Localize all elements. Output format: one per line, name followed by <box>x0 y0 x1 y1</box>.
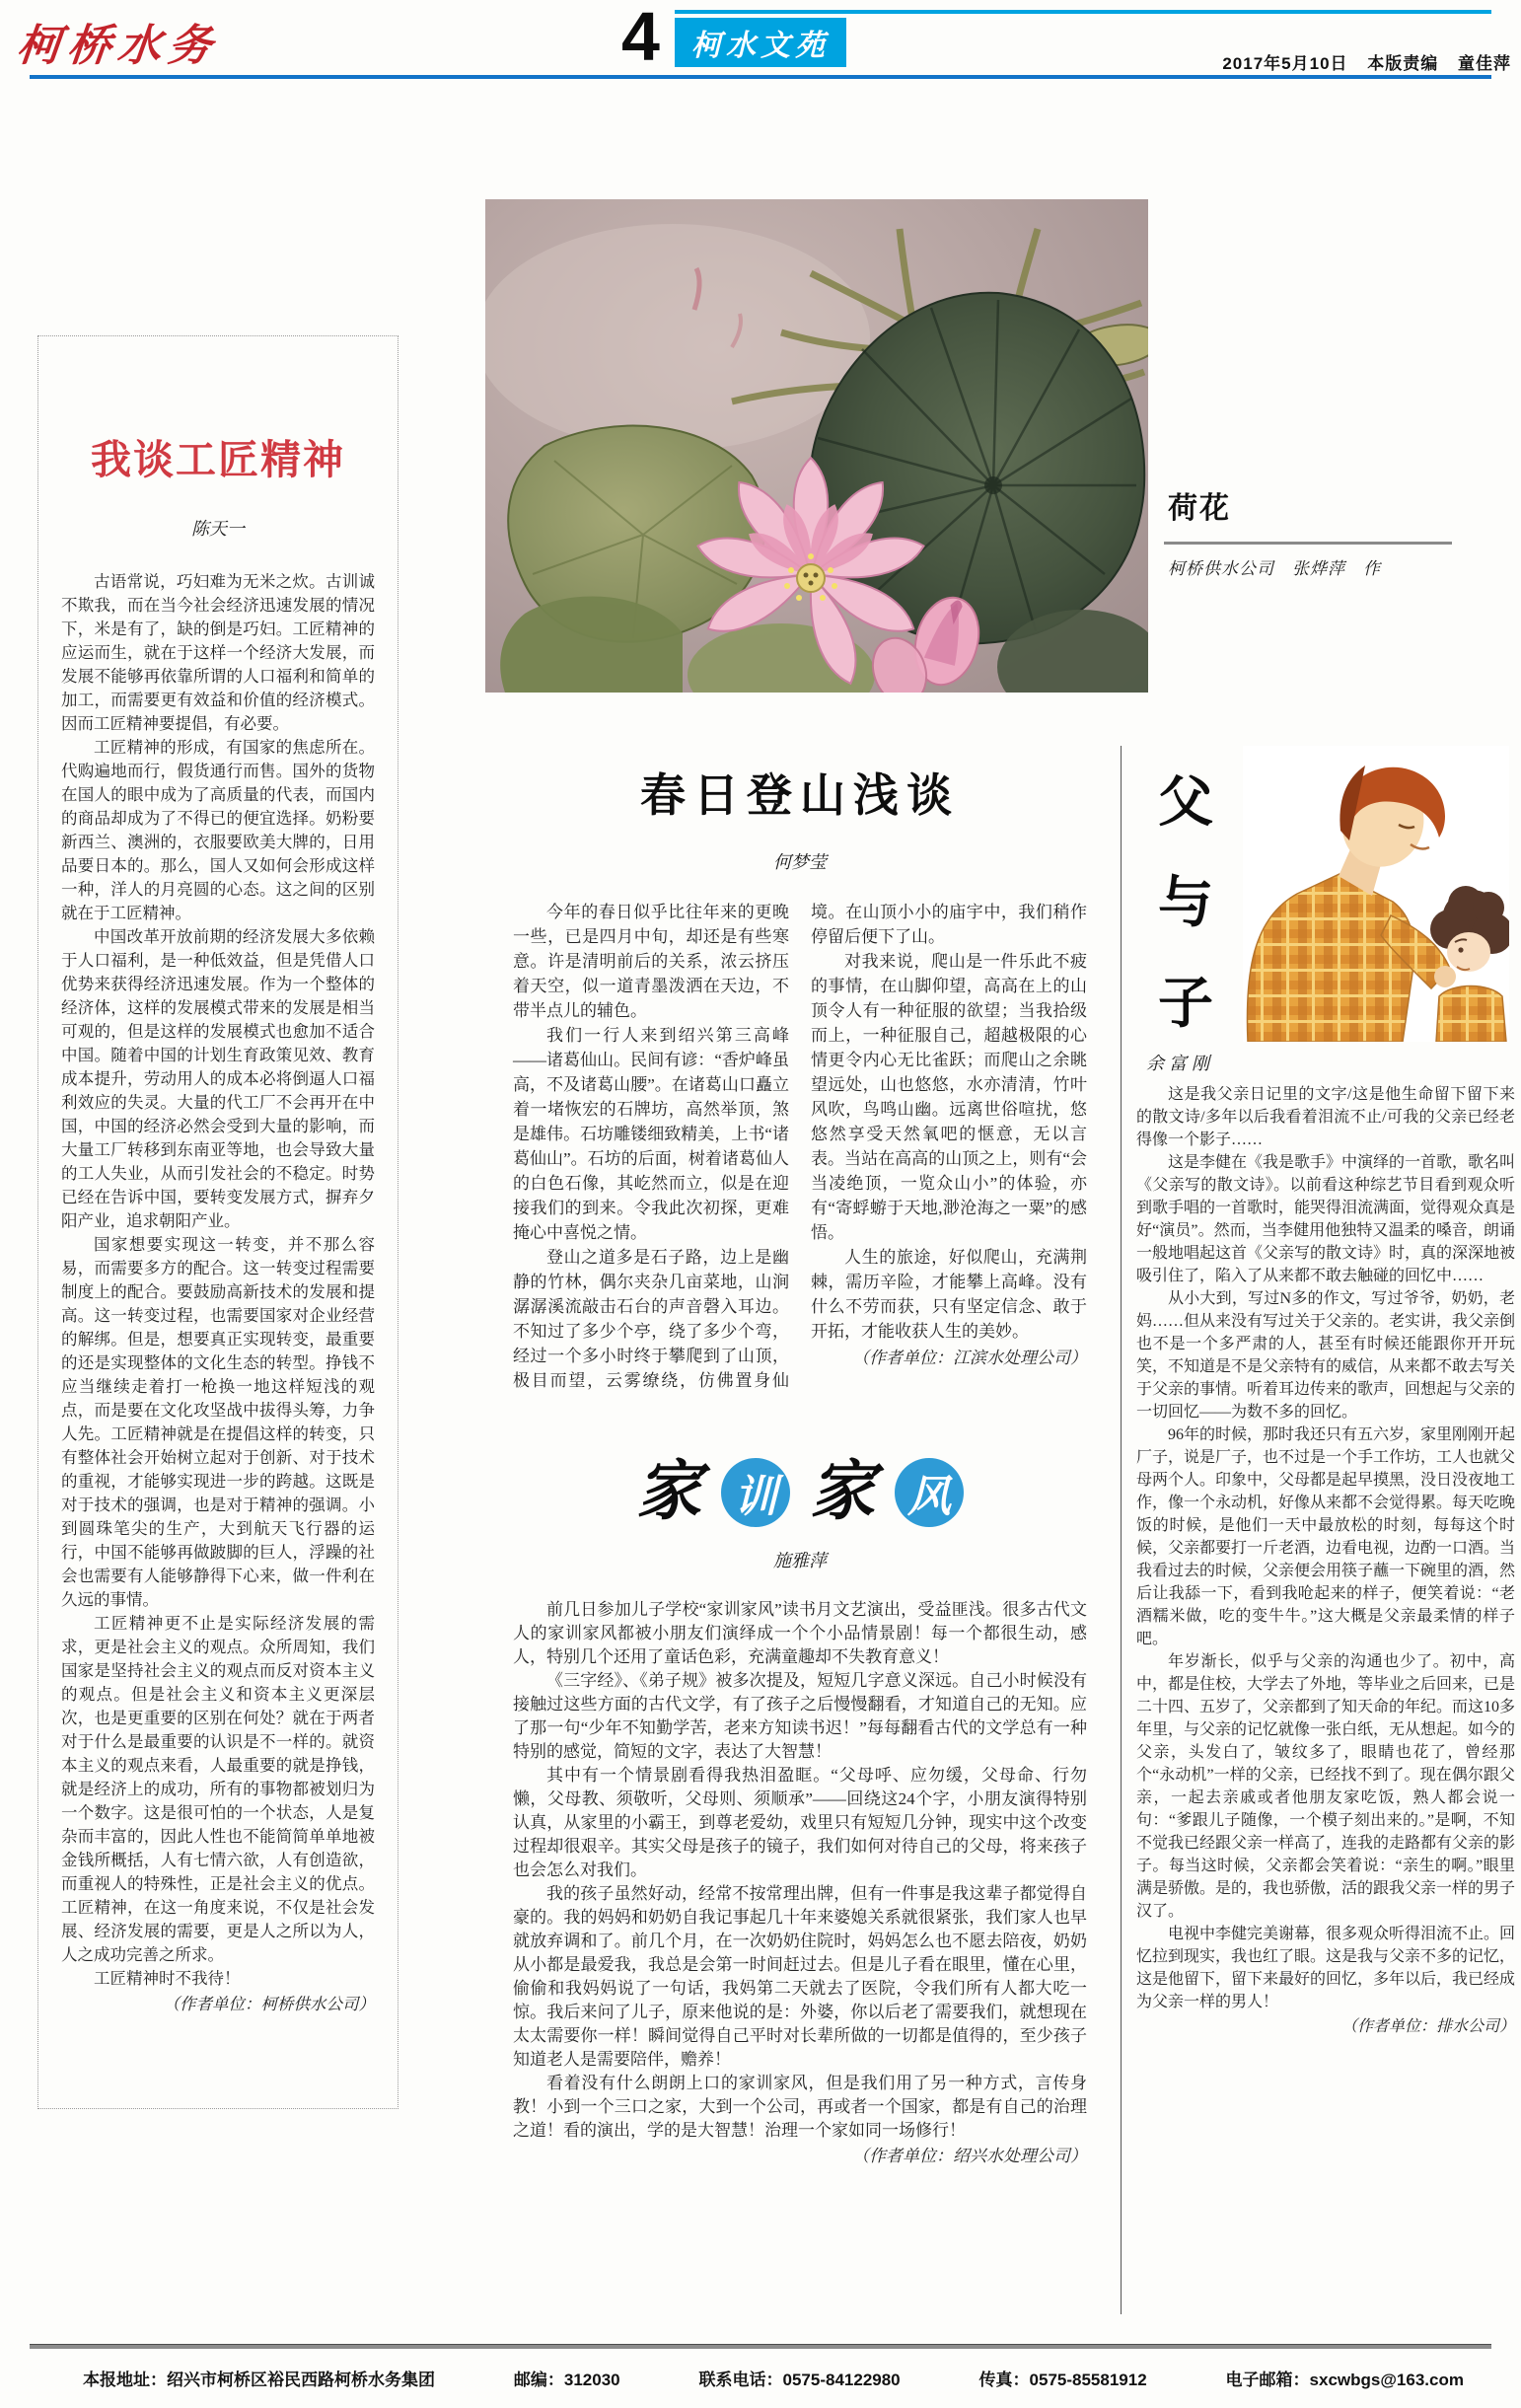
paragraph: 国家想要实现这一转变，并不那么容易，而需要多方的配合。这一转变过程需要制度上的配合。要鼓励高新技术的发展和提高。这一转变过程，也需要国家对企业经营的解绑。但是，想要真正实现转变，最重要的还是实现整体的文化生态的转型。挣钱不应当继续走着打一枪换一地这样短浅的观点，而是要在文化攻坚战中拔得头筹，力争人先。工匠精神就是在提倡这样的转变，只有整体社会开始树立起对于创新、对于技术的重视，才能够实现进一步的跨越。这既是对于技术的强调，也是对于精神的强调。小到圆珠笔尖的生产，大到航天飞行器的运行，中国不能够再做跛脚的巨人，浮躁的社会也需要有人能够静得下心来，做一件利在久远的事情。 <box>61 1235 375 1609</box>
paragraph: 对我来说，爬山是一件乐此不疲的事情，在山脚仰望，高高在上的山顶令人有一种征服的欲望；当我拾级而上，一种征服自己，超越极限的心情更令内心无比雀跃；而爬山之余眺望远处，山也悠悠，水亦清清，竹叶风吹，鸟鸣山幽。远离世俗喧扰，悠悠然享受天然氧吧的惬意，无以言表。当站在高高的山顶之上，则有“会当凌绝顶，一览众山小”的体验，亦有“寄蜉蝣于天地,渺沧海之一粟”的感悟。 <box>811 952 1087 1242</box>
article-father-son-header <box>1136 746 1513 1077</box>
page-number: 4 <box>621 0 660 75</box>
title-char: 与 <box>1158 873 1213 934</box>
paragraph: 96年的时候，那时我还只有五六岁，家里刚刚开起厂子，说是厂子，也不过是一个手工作坊，工人也就父母两个人。印象中，父母都是起早摸黑，没日没夜地工作，像一个永动机，好像从来都不会觉得累。每天吃晚饭的时候，是他们一天中最放松的时刻，每每这个时候，父亲都要打一斤老酒，边看电视，边酌一口酒。当我看过去的时候，父亲便会用筷子蘸一下碗里的酒，然后让我舔一下，看到我呛起来的样子，便笑着说：“老酒糯米做，吃的变牛牛。”这大概是父亲最柔情的样子吧。 <box>1136 1426 1516 1647</box>
header-top-rule <box>675 10 1491 14</box>
title-char: 父 <box>1158 772 1213 834</box>
footer-fax: 传真：0575-85581912 <box>978 2371 1147 2389</box>
paragraph: 工匠精神的形成，有国家的焦虑所在。代购遍地而行，假货通行而售。国外的货物在国人的眼中成为了高质量的代表，而国内的商品却成为了不得已的便宜选择。奶粉要新西兰、澳洲的，衣服要欧美大牌的，日用品要日本的。那么，国人又如何会形成这样一种，洋人的月亮圆的心态。这之间的区别就在于工匠精神。 <box>61 738 375 922</box>
paragraph: 电视中李健完美谢幕，很多观众听得泪流不止。回忆拉到现实，我也红了眼。这是我与父亲不多的记忆，这是他留下，留下来最好的回忆，多年以后，我已经成为父亲一样的男人！ <box>1136 1926 1516 2010</box>
editor-label: 本版责编 <box>1367 54 1439 73</box>
paragraph: 看着没有什么朗朗上口的家训家风，但是我们用了另一种方式，言传身教！小到一个三口之家，大到一个公司，再或者一个国家，都是有自己的治理之道！看的演出，学的是大智慧！治理一个家如同一场修行！ <box>513 2074 1087 2140</box>
header-bottom-rule <box>30 75 1491 79</box>
article-author: 施雅萍 <box>773 1551 827 1570</box>
paragraph: 《三字经》、《弟子规》被多次提及，短短几字意义深远。自己小时候没有接触过这些方面的古代文学，有了孩子之后慢慢翻看，才知道自己的无知。应了那一句“少年不知勤学苦，老来方知读书迟！”每每翻看古代的文学总有一种特别的感觉，简短的文字，表达了大智慧！ <box>513 1671 1087 1761</box>
footer-rule <box>30 2344 1491 2349</box>
title-char: 家 <box>810 1456 875 1528</box>
article-body <box>513 1598 1087 2168</box>
paragraph: 我的孩子虽然好动，经常不按常理出牌，但有一件事是我这辈子都觉得自豪的。我的妈妈和奶奶自我记事起几十年来婆媳关系就很紧张，我们家人也早就放弃调和了。前几个月，在一次奶奶住院时，妈妈怎么也不愿去陪夜，奶奶从小都是最爱我，我总是会第一时间赶过去。但是儿子看在眼里，懂在心里，偷偷和我妈妈说了一句话，我妈第二天就去了医院，令我们所有人都大吃一惊。我后来问了儿子，原来他说的是：外婆，你以后老了需要我们，就想现在太太需要你一样！瞬间觉得自己平时对长辈所做的一切都是值得的，至少孩子知道老人是需要陪伴，赡养！ <box>513 1884 1087 2069</box>
footer-address: 本报地址：绍兴市柯桥区裕民西路柯桥水务集团 <box>83 2371 435 2389</box>
paragraph: 人生的旅途，好似爬山，充满荆棘，需历辛险，才能攀上高峰。没有什么不劳而获，只有坚定信念、敢于开拓，才能收获人生的美妙。 <box>811 1248 1087 1341</box>
paragraph: 古语常说，巧妇难为无米之炊。古训诚不欺我，而在当今社会经济迅速发展的情况下，米是有了，缺的倒是巧妇。工匠精神的应运而生，就在于这样一个经济大发展，而发展不能够再依靠所谓的人口福利和简单的加工，而需要更有效益和价值的经济模式。因而工匠精神要提倡，有必要。 <box>61 572 375 733</box>
author-affiliation: （作者单位：排水公司） <box>1340 2018 1515 2035</box>
footer-email: 电子邮箱：sxcwbgs@163.com <box>1225 2371 1464 2389</box>
paragraph: 工匠精神更不止是实际经济发展的需求，更是社会主义的观点。众所周知，我们国家是坚持社会主义的观点而反对资本主义的观点。但是社会主义和资本主义更深层次，也是更重要的区别在何处？就在于两者对于什么是最重要的认识是不一样的。就资本主义的观点来看，人最重要的就是挣钱，就是经济上的成功，所有的事物都被划归为一个数字。这是很可怕的一个状态，人是复杂而丰富的，因此人性也不能简简单单地被金钱所概括，人有七情六欲，人有创造欲，而重视人的特殊性，正是社会主义的优点。工匠精神，在这一角度来说，不仅是社会发展、经济发展的需要，更是人之所以为人，人之成功完善之所求。 <box>61 1614 375 1964</box>
masthead-logo: 柯桥水务 <box>14 22 222 70</box>
footer-contact-info <box>83 2366 1464 2390</box>
footer-postcode: 邮编：312030 <box>513 2371 620 2389</box>
footer-phone: 联系电话：0575-84122980 <box>698 2371 901 2389</box>
article-body <box>61 570 375 2016</box>
issue-date: 2017年5月10日 <box>1222 54 1348 73</box>
article-body <box>513 900 1087 1413</box>
article-father-son-body <box>1136 1083 1515 2038</box>
paragraph: 工匠精神时不我待！ <box>94 1969 241 1988</box>
article-title: 我谈工匠精神 <box>91 437 345 482</box>
painting-caption-rule <box>1164 542 1452 545</box>
editor-name: 童佳萍 <box>1458 54 1511 73</box>
paragraph: 从小大到，写过N多的作文，写过爷爷，奶奶，老妈……但从来没有写过关于父亲的。老实讲，我父亲倒也不是一个多严肃的人，甚至有时候还能跟你开开玩笑，不知道是不是父亲特有的威信，从来都不敢去写关于父亲的事情。听着耳边传来的歌声，回想起与父亲的一切回忆——为数不多的回忆。 <box>1136 1290 1516 1421</box>
title-char-circle: 风 <box>895 1458 964 1527</box>
title-char-circle: 训 <box>721 1458 790 1527</box>
paragraph: 前几日参加儿子学校“家训家风”读书月文艺演出，受益匪浅。很多古代文人的家训家风都被小朋友们演绎成一个个小品情景剧！每一个都很生动，感人，特别几个还用了童话色彩，充满童趣却不失教育意义！ <box>513 1600 1087 1666</box>
paragraph: 中国改革开放前期的经济发展大多依赖于人口福利，是一种低效益，但是凭借人口优势来获得经济迅速发展。作为一个整体的经济体，这样的发展模式带来的发展是相当可观的，但是这样的发展模式也愈加不适合中国。随着中国的计划生育政策见效、教育成本提升，劳动用人的成本必将倒逼人口福利效应的失灵。大量的代工厂不会再开在中国，中国的经济必然会受到大量的影响，而大量工厂转移到东南亚等地，也会导致大量的工人失业，从而引发社会的不稳定。时势已经在告诉中国，要转变发展方式，摒弃夕阳产业，追求朝阳产业。 <box>61 927 375 1230</box>
painting-caption-credit: 柯桥供水公司 张烨萍 作 <box>1168 559 1381 578</box>
title-char: 家 <box>636 1456 701 1528</box>
title-char: 子 <box>1158 974 1213 1035</box>
article-author: 余富刚 <box>1146 1054 1214 1073</box>
paragraph: 登山之道多是石子路，边上是幽静的竹林，偶尔夹杂几亩菜地，山涧潺潺溪流敲击石台的声音磬入耳边。不知过了多少个亭，绕了多少个弯，经过一个多小时终于攀爬到了山顶，极目而望，云雾缭绕，仿佛置身仙境。在山顶小小的庙宇中，我们稍作停留后便下了山。 <box>513 903 1087 1390</box>
paragraph: 年岁渐长，似乎与父亲的沟通也少了。初中，高中，都是住校，大学去了外地，等毕业之后回来，已是二十四、五岁了，父亲都到了知天命的年纪。而这10多年里，与父亲的记忆就像一张白纸，无从想起。如今的父亲，头发白了，皱纹多了，眼睛也花了，曾经那个“永动机”一样的父亲，已经找不到了。现在偶尔跟父亲，一起去亲戚或者他朋友家吃饭，熟人都会说一句：“爹跟儿子随像，一个模子刻出来的。”是啊，不知不觉我已经跟父亲一样高了，连我的走路都有父亲的影子。每当这时候，父亲都会笑着说：“亲生的啊。”眼里满是骄傲。是的，我也骄傲，活的跟我父亲一样的男子汉了。 <box>1136 1653 1516 1920</box>
author-affiliation: （作者单位：江滨水处理公司） <box>852 1349 1087 1367</box>
article-author: 陈天一 <box>191 519 245 539</box>
article-family-tradition <box>513 1458 1087 2168</box>
article-title <box>513 1458 1087 1527</box>
article-title: 春日登山浅谈 <box>640 769 960 821</box>
paragraph: 这是李健在《我是歌手》中演绎的一首歌，歌名叫《父亲写的散文诗》。以前看这种综艺节目看到观众听到歌手唱的一首歌时，能哭得泪流满面，觉得观众真是好“演员”。然而，当李健用他独特又温柔的嗓音，朗诵一般地唱起这首《父亲写的散文诗》时，真的深深地被吸引住了，陷入了从来都不敢去触碰的回忆中…… <box>1136 1154 1516 1284</box>
author-affiliation: （作者单位：柯桥供水公司） <box>163 1995 375 2013</box>
section-name-banner <box>675 18 846 67</box>
article-author: 何梦莹 <box>773 852 827 872</box>
paragraph: 今年的春日似乎比往年来的更晚一些，已是四月中旬，却还是有些寒意。许是清明前后的关系，浓云挤压着天空，似一道青墨泼洒在天边，不带半点儿的辅色。 <box>513 903 789 1020</box>
section-name-label: 柯水文苑 <box>691 30 830 62</box>
father-son-illustration <box>1243 746 1509 1042</box>
article-craftsman-spirit <box>37 335 398 2109</box>
dateline <box>1134 49 1511 74</box>
lotus-painting <box>485 199 1148 693</box>
article-spring-climbing <box>513 760 1087 1413</box>
column-divider-rule <box>1121 746 1122 2314</box>
author-affiliation: （作者单位：绍兴水处理公司） <box>852 2147 1087 2165</box>
paragraph: 其中有一个情景剧看得我热泪盈眶。“父母呼、应勿缓，父母命、行勿懒，父母教、须敬听，父母则、须顺承”——回绕这24个字，小朋友演得特别认真，从家里的小霸王，到尊老爱幼，戏里只有短短几分钟，现实中这个改变过程却很艰辛。其实父母是孩子的镜子，我们如何对待自己的父母，将来孩子也会怎么对我们。 <box>513 1766 1087 1879</box>
paragraph: 我们一行人来到绍兴第三高峰——诸葛仙山。民间有谚：“香炉峰虽高，不及诸葛山腰”。在诸葛山口矗立着一堵恢宏的石牌坊，高然举顶，煞是雄伟。石坊雕镂细致精美，上书“诸葛仙山”。石坊的后面，树着诸葛仙人的白色石像，其屹然而立，似是在迎接我们的到来。令我此次初探，更难掩心中喜悦之情。 <box>513 1026 789 1242</box>
painting-caption-title: 荷花 <box>1168 492 1231 525</box>
paragraph: 这是我父亲日记里的文字/这是他生命留下留下来的散文诗/多年以后我看着泪流不止/可我的父亲已经老得像一个影子…… <box>1136 1086 1515 1148</box>
